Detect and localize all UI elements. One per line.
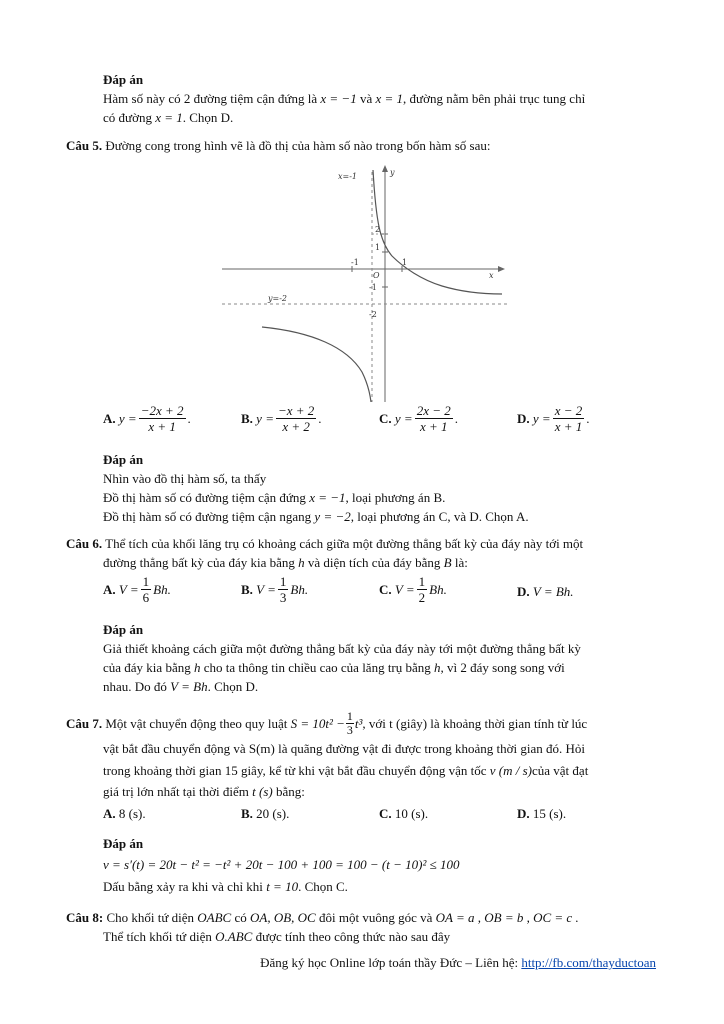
label-tick-x-minus-1: -1 [351, 258, 359, 267]
label-horizontal-asymptote: y=-2 [268, 294, 288, 303]
answer-text: Đồ thị hàm số có đường tiệm cận đứng x = −1, loại phương án B. [103, 490, 446, 505]
question-text: Câu 7. Một vật chuyển động theo quy luật S = 10t² − $\frac{1}{3}$ t³ , với t (giây) là khoảng thời gian tính từ lúc [66, 708, 588, 737]
curve-left-branch [262, 327, 371, 402]
label-vertical-asymptote: x=-1 [338, 172, 358, 181]
question-text: Câu 5. Đường cong trong hình vẽ là đồ thị của hàm số nào trong bốn hàm số sau: [66, 138, 491, 153]
y-axis-arrow-icon [382, 165, 388, 172]
answer-q5 [0, 450, 724, 526]
answer-heading: Đáp án [103, 72, 144, 87]
function-graph [222, 162, 508, 402]
option-a[interactable]: A. 8 (s). [103, 806, 146, 821]
option-d[interactable]: D. y = $\frac{x - 2}{x + 1}$ . [517, 403, 590, 434]
label-tick-y-minus-2: -2 [369, 310, 377, 319]
label-y: y [390, 168, 395, 177]
label-tick-x-1: 1 [402, 258, 408, 267]
answer-q4 [0, 70, 724, 127]
option-c[interactable]: C. V = $\frac{1}{2}$ Bh. [379, 574, 447, 605]
option-c[interactable]: C. y = $\frac{2x - 2}{x + 1}$ . [379, 403, 458, 434]
q7-options [103, 804, 683, 824]
answer-text: có đường x = 1. Chọn D. [103, 110, 234, 125]
question-text: trong khoảng thời gian 15 giây, kể từ khi vật bắt đầu chuyển động vận tốc v (m / s)của vật đạt [103, 763, 589, 778]
question-text: vật bắt đầu chuyển động và S(m) là quãng đường vật đi được trong khoảng thời gian đó. Hỏi [103, 741, 586, 756]
option-a[interactable]: A. V = $\frac{1}{6}$ Bh. [103, 574, 171, 605]
option-b[interactable]: B. y = $\frac{-x + 2}{x + 2}$ . [241, 403, 322, 434]
question-text: Câu 8: Cho khối tứ diện OABC có OA, OB, OC đôi một vuông góc và OA = a , OB = b , OC = c . [66, 910, 579, 925]
label-origin: O [373, 271, 380, 280]
option-a[interactable]: A. y = $\frac{-2x + 2}{x + 1}$ . [103, 403, 191, 434]
curve-right-branch [373, 170, 502, 294]
question-text: Câu 6. Thể tích của khối lăng trụ có khoảng cách giữa một đường thẳng bất kỳ của đáy này tới một [66, 536, 584, 551]
question-7 [0, 708, 724, 801]
answer-heading: Đáp án [103, 452, 144, 467]
answer-text: Giả thiết khoảng cách giữa một đường thẳng bất kỳ của đáy này tới một đường thẳng bất kỳ [103, 641, 581, 656]
x-axis-arrow-icon [498, 266, 505, 272]
option-b[interactable]: B. 20 (s). [241, 806, 290, 821]
answer-equation: v = s′(t) = 20t − t² = −t² + 20t − 100 + 100 = 100 − (t − 10)² ≤ 100 [103, 857, 460, 872]
answer-q6 [0, 620, 724, 696]
answer-text: Nhìn vào đồ thị hàm số, ta thấy [103, 471, 267, 486]
option-b[interactable]: B. V = $\frac{1}{3}$ Bh. [241, 574, 309, 605]
label-tick-y-minus-1: -1 [369, 283, 377, 292]
answer-heading: Đáp án [103, 622, 144, 637]
footer-link[interactable]: http://fb.com/thayductoan [521, 955, 656, 970]
question-6 [0, 534, 724, 572]
option-c[interactable]: C. 10 (s). [379, 806, 429, 821]
answer-heading: Đáp án [103, 836, 144, 851]
answer-text: Đồ thị hàm số có đường tiệm cận ngang y = −2, loại phương án C, và D. Chọn A. [103, 509, 529, 524]
answer-text: Dấu bằng xảy ra khi và chỉ khi t = 10. Chọn C. [103, 879, 348, 894]
answer-text: nhau. Do đó V = Bh. Chọn D. [103, 679, 259, 694]
question-text: đường thẳng bất kỳ của đáy kia bằng h và diện tích của đáy bằng B là: [103, 555, 468, 570]
q5-options [103, 403, 683, 439]
option-d[interactable]: D. 15 (s). [517, 806, 567, 821]
label-x: x [489, 271, 494, 280]
q6-options [103, 574, 683, 610]
question-8 [0, 908, 724, 946]
answer-text: Hàm số này có 2 đường tiệm cận đứng là x = −1 và x = 1, đường nằm bên phải trục tung chỉ [103, 91, 586, 106]
question-5 [0, 136, 724, 155]
label-tick-1: 1 [375, 243, 381, 252]
page-footer: Đăng ký học Online lớp toán thầy Đức – Liên hệ: http://fb.com/thayductoan [260, 955, 656, 970]
answer-text: của đáy kia bằng h cho ta thông tin chiều cao của lăng trụ bằng h, vì 2 đáy song song với [103, 660, 565, 675]
answer-q7 [0, 834, 724, 896]
question-text: Thể tích khối tứ diện O.ABC được tính theo công thức nào sau đây [103, 929, 451, 944]
label-tick-2: 2 [375, 225, 381, 234]
question-text: giá trị lớn nhất tại thời điểm t (s) bằng: [103, 784, 305, 799]
option-d[interactable]: D. V = Bh. [517, 584, 574, 599]
